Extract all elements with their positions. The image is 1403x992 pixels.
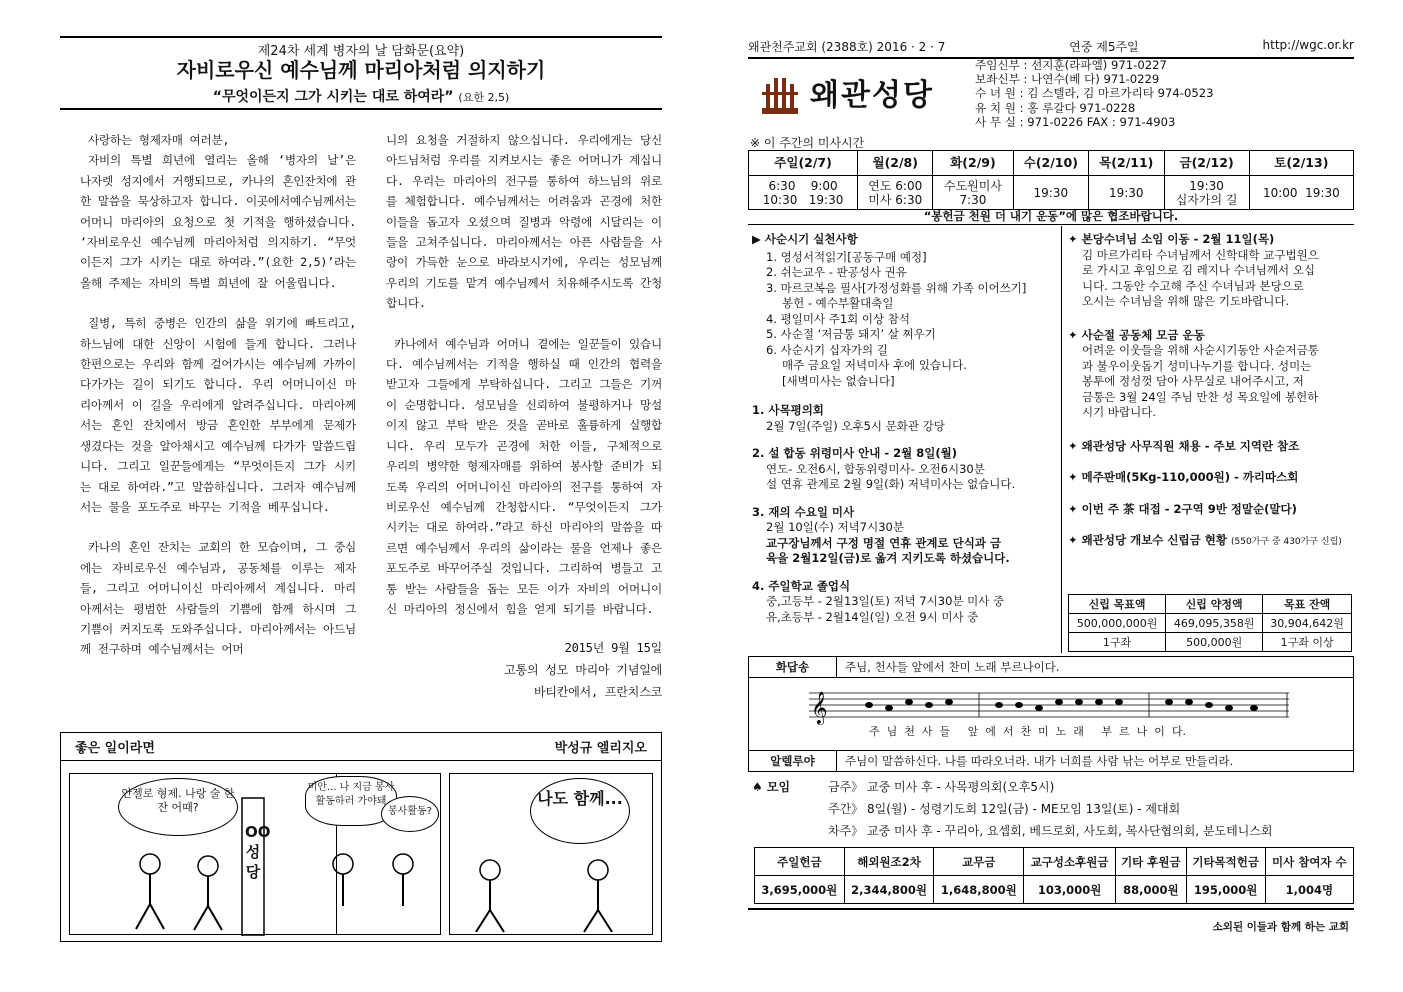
paragraph: 니의 요청을 거절하지 않으십니다. 우리에게는 당신 아드님처럼 우리를 지켜보시는 좋은 어머니가 계십니다. 우리는 마리아의 전구를 통하여 하느님의 위로를 체험합니다. 예수님께서는 어려움과 곤경에 처한 이들을 돕고자 오셨으며 질병과 악령에 시달리는 이들을 고쳐주십니다. 마리아께서는 아픈 사람들을 사랑이 가득한 눈으로 바라보시기에, 우리는 성모님께 우리의 기도를 맡겨 예수님께서 치유해주시도록 간청합니다.	[386, 133, 662, 311]
notice-body: 육을 2월12일(금)로 옮겨 지키도록 하셨습니다.	[766, 551, 1010, 565]
collection-value: 2,344,800원	[844, 876, 934, 904]
svg-text:𝄞: 𝄞	[811, 691, 828, 724]
collection-table	[754, 847, 1354, 904]
mass-time-cell: 19:30 십자가의 길	[1164, 176, 1249, 210]
collection-value: 195,000원	[1186, 876, 1265, 904]
comic-panel-1	[69, 773, 337, 935]
psalm-label: 화답송	[749, 657, 837, 677]
fund-header: 목표 잔액	[1263, 595, 1352, 614]
paragraph: 사랑하는 형제자매 여러분,	[88, 133, 230, 147]
notice-body: 중,고등부 - 2월13일(토) 저녁 7시30분 미사 중	[766, 594, 1005, 608]
fund-cell: 1구좌	[1069, 633, 1166, 652]
paragraph: 질병, 특히 중병은 인간의 삶을 위기에 빠트리고, 하느님에 대한 신앙이 시험에 들게 합니다. 그러나 한편으로는 우리와 함께 걸어가시는 예수님께 가까이 다가가는 길이 되기도 합니다. 우리 어머니이신 마리아께서 이 길을 우리에게 알려주십니다. 마리아께서는 혼인 잔치에서 방금 혼인한 부부에게 문제가 생겼다는 것을 알아채시고 예수님께 다가가 말씀드립니다. 그리고 일꾼들에게는 “무엇이든지 그가 시키는 대로 하여라.”고 말씀하십니다. 그러자 예수님께서는 물을 포도주로 바꾸는 기적을 베푸십니다.	[80, 316, 356, 514]
divider	[748, 224, 1354, 225]
contact-line: 사 무 실 : 971-0226 FAX : 971-4903	[975, 114, 1176, 129]
collection-value: 1,648,800원	[934, 876, 1024, 904]
day-header: 화(2/9)	[933, 151, 1013, 176]
notice-body: 어려운 이웃들을 위해 사순시기동안 사순저금통	[1082, 343, 1319, 357]
psalm-lyrics: 주 님 천 사 들 앞 에 서 찬 미 노 래 부 르 나 이 다.	[869, 725, 1187, 738]
fund-cell: 469,095,358원	[1166, 614, 1263, 633]
day-header: 목(2/11)	[1089, 151, 1164, 176]
day-header: 주일(2/7)	[749, 151, 858, 176]
comic-header	[61, 733, 661, 761]
notice-column-left	[752, 232, 1057, 625]
collection-value: 88,000원	[1116, 876, 1187, 904]
fund-subtitle: (550가구 중 430가구 신립)	[1230, 537, 1342, 547]
quote-ref: (요한 2,5)	[458, 91, 510, 104]
comic-drawing	[70, 774, 338, 936]
lent-item: 4. 평일미사 주1회 이상 참석	[766, 311, 910, 326]
notice-title: ✦ 메주판매(5Kg-110,000원) - 까리따스회	[1068, 470, 1299, 484]
offering-appeal: “봉헌금 천원 더 내기 운동”에 많은 협조바랍니다.	[923, 209, 1179, 223]
paragraph: 카나에서 예수님과 어머니 곁에는 일꾼들이 있습니다. 예수님께서는 기적을 행하실 때 인간의 협력을 받고자 그들에게 부탁하십니다. 그리고 그들은 기꺼이 순명합니다. 성모님을 신뢰하여 불평하거나 망설이지 않고 부탁 받은 것을 곧바로 훌륭하게 실행합니다. 우리 모두가 곤경에 처한 이들, 구체적으로 우리의 병약한 형제자매를 위하여 봉사할 준비가 되도록 우리의 어머니이신 마리아의 전구를 통하여 자비로우신 예수님께 간청합시다. “무엇이든지 그가 시키는 대로 하여라.”라고 하신 마리아의 말씀을 따르면 예수님께서 우리의 삶이라는 물을 언제나 좋은 포도주로 바꾸어주실 것입니다. 그리하여 병들고 고통 받는 사람들을 돕는 모든 이가 자비의 어머니이신 마리아의 정신에서 힘을 얻게 되기를 바랍니다.	[386, 336, 662, 616]
notice-title: ✦ 왜관성당 사무직원 채용 - 주보 지역란 참조	[1068, 438, 1300, 453]
collection-header: 기타목적헌금	[1186, 848, 1265, 876]
message-title: 자비로우신 예수님께 마리아처럼 의지하기	[176, 58, 546, 82]
mass-time-cell: 연도 6:00 미사 6:30	[858, 176, 933, 210]
notice-title	[1068, 533, 1354, 551]
sign-line-1: 고통의 성모 마리아 기념일에	[504, 663, 662, 678]
signature-block	[386, 637, 662, 703]
speech-bubble: 봉사활동?	[381, 796, 439, 832]
collection-header: 주일헌금	[755, 848, 845, 876]
notice-title: ✦ 이번 주 茶 대접 - 2구역 9반 정말순(말다)	[1068, 501, 1297, 516]
fund-header: 신립 약정액	[1166, 595, 1263, 614]
lent-item: 2. 쉬는교우 - 판공성사 권유	[766, 265, 907, 279]
notice-body: 교구장님께서 구정 명절 연휴 관계로 단식과 금	[766, 535, 1002, 550]
website-link[interactable]: http://wgc.or.kr	[1262, 38, 1354, 52]
meeting-row: 금주》 교중 미사 후 - 사목평의회(오후5시)	[828, 780, 1055, 794]
notice-title: 4. 주일학교 졸업식	[752, 578, 851, 593]
notice-body: 과 불우이웃돕기 성미나누기를 합니다. 성미는	[1082, 358, 1312, 373]
lent-item: 봉헌 - 예수부활대축일	[782, 296, 894, 310]
mass-time-cell: 10:00 19:30	[1249, 176, 1353, 210]
fund-cell: 30,904,642원	[1263, 614, 1352, 633]
church-sign: OO성당	[245, 823, 271, 881]
comic-strip	[60, 732, 662, 942]
notice-title: 3. 재의 수요일 미사	[752, 504, 855, 519]
day-header: 금(2/12)	[1164, 151, 1249, 176]
meetings-title: ♠ 모임	[752, 780, 791, 794]
collection-header: 교구성소후원금	[1024, 848, 1116, 876]
mass-time-cell: 6:30 9:00 10:30 19:30	[749, 176, 858, 210]
notice-body: 봉투에 정성껏 담아 사무실로 내어주시고, 저	[1082, 374, 1304, 388]
notice-body: 니다. 그동안 수고해 주신 수녀님과 본당으로	[1082, 278, 1304, 293]
mass-times-caption: ※ 이 주간의 미사시간	[750, 136, 865, 150]
day-header: 수(2/10)	[1013, 151, 1088, 176]
fund-title: ✦ 왜관성당 개보수 신립금 현황	[1068, 533, 1227, 547]
footer-motto: 소외된 이들과 함께 하는 교회	[1212, 921, 1349, 933]
fund-cell: 500,000원	[1166, 633, 1263, 652]
lent-item: 5. 사순절 ‘저금통 돼지’ 살 찌우기	[766, 327, 936, 341]
fund-cell: 1구좌 이상	[1263, 633, 1352, 652]
speech-bubble: 안젤로 형제. 나랑 술 한잔 어때?	[118, 778, 238, 836]
paragraph: 카나의 혼인 잔치는 교회의 한 모습이며, 그 중심에는 자비로우신 예수님과, 공동체를 이루는 제자들, 그리고 어머니이신 마리아께서 계십니다. 마리아께서는 평범한 사람들의 기쁨에 함께 하시며 그 기쁨이 커지도록 도와주십니다. 마리아께서는 아드님께 전구하며 예수님께서는 어머	[80, 540, 356, 657]
notice-body: 연도- 오전6시, 합동위령미사- 오전6시30분	[766, 461, 985, 476]
header-rule	[60, 108, 662, 110]
fund-table	[1068, 594, 1352, 652]
contact-list	[975, 58, 1214, 129]
message-column-1	[80, 130, 356, 660]
alleluia-row	[749, 750, 1353, 771]
day-header: 토(2/13)	[1249, 151, 1353, 176]
comic-drawing	[303, 774, 441, 936]
comic-panel-2	[303, 773, 441, 935]
column-divider	[1061, 226, 1062, 653]
contact-line: 주임신부 : 선지훈(라파엘) 971-0227	[975, 58, 1167, 72]
speech-bubble: 미안... 나 지금 봉사활동하러 가야돼	[305, 776, 397, 826]
comic-panel-3	[449, 773, 653, 935]
notice-body: 설 연휴 관계로 2월 9일(화) 저녁미사는 없습니다.	[766, 477, 1016, 491]
notice-body: 시기 바랍니다.	[1082, 405, 1156, 419]
collection-header: 미사 참여자 수	[1265, 848, 1353, 876]
psalm-row	[749, 657, 1353, 678]
contact-line: 유 치 원 : 홍 루갈다 971-0228	[975, 100, 1136, 115]
alleluia-label: 알렐루야	[749, 751, 837, 771]
notice-body: 금통은 3월 24일 주님 만찬 성 목요일에 봉헌하	[1082, 389, 1319, 404]
lent-item: 3. 마르코복음 필사[가정성화를 위해 가족 이어쓰기]	[766, 280, 1027, 295]
collection-header: 기타 후원금	[1116, 848, 1187, 876]
bulletin-header	[748, 38, 1354, 59]
notice-body: 2월 7일(주일) 오후5시 문화관 강당	[766, 418, 945, 433]
collection-value: 103,000원	[1024, 876, 1116, 904]
notice-body: 2월 10일(수) 저녁7시30분	[766, 520, 904, 534]
footer-rule	[748, 908, 1354, 910]
lent-item: 6. 사순시기 십자가의 길	[766, 342, 888, 357]
mass-time-cell: 수도원미사 7:30	[933, 176, 1013, 210]
comic-title: 좋은 일이라면	[75, 741, 155, 756]
fund-cell: 500,000,000원	[1069, 614, 1166, 633]
lent-title: ▶ 사순시기 실천사항	[752, 232, 858, 246]
notice-title: 2. 설 합동 위령미사 안내 - 2월 8일(월)	[752, 446, 957, 460]
comic-author: 박성규 엘리지오	[554, 741, 647, 756]
comic-drawing	[450, 774, 654, 936]
fund-header: 신립 목표액	[1069, 595, 1166, 614]
meetings	[752, 776, 1273, 842]
day-header: 월(2/8)	[858, 151, 933, 176]
message-subtitle: 제24차 세계 병자의 날 담화문(요약)	[60, 36, 662, 59]
notice-title: ✦ 본당수녀님 소임 이동 - 2월 11일(목)	[1068, 232, 1275, 246]
notice-body: 김 마르가리타 수녀님께서 신학대학 교구법원으	[1082, 247, 1319, 262]
lent-item: [새벽미사는 없습니다]	[782, 373, 895, 388]
collection-header: 교무금	[934, 848, 1024, 876]
parish-issue: 왜관천주교회 (2388호) 2016 · 2 · 7	[748, 40, 946, 54]
notice-column-right	[1068, 232, 1354, 551]
alleluia-text: 주님이 말씀하신다. 나를 따라오너라. 내가 너희를 사람 낚는 어부로 만들리라.	[845, 754, 1234, 768]
contact-line: 보좌신부 : 나연수(베 다) 971-0229	[975, 72, 1160, 87]
music-staff	[809, 685, 1289, 725]
notice-body: 오시는 수녀님을 위해 많은 기도바랍니다.	[1082, 294, 1290, 308]
message-quote	[60, 86, 662, 106]
speech-bubble: 나도 함께...	[530, 778, 630, 844]
lent-item: 1. 영성서적읽기[공동구매 예정]	[766, 249, 927, 264]
notice-title: 1. 사목평의회	[752, 403, 824, 417]
meeting-row: 차주》 교중 미사 후 - 꾸리아, 요셉회, 베드로회, 사도회, 복사단협의회, 분도테니스회	[828, 824, 1273, 838]
message-column-2	[386, 130, 662, 703]
paragraph: 자비의 특별 희년에 열리는 올해 ‘병자의 날’은 나자렛 성지에서 거행되므로, 카나의 혼인잔치에 관한 말씀을 묵상하고자 합니다. 이곳에서예수님께서는 어머니 마리아의 요청으로 첫 기적을 행하셨습니다. ‘자비로우신 예수님께 마리아처럼 의지하기. “무엇이든지 그가 시키는 대로 하여라.”(요한 2,5)’라는 올해 주제는 자비의 특별 희년에 잘 어울립니다.	[80, 153, 356, 290]
quote-text: “무엇이든지 그가 시키는 대로 하여라”	[212, 89, 454, 105]
meeting-row: 주간》 8일(월) - 성령기도회 12일(금) - ME모임 13일(토) - 제대회	[828, 802, 1181, 816]
notice-body: 로 가시고 후임으로 김 레지나 수녀님께서 오십	[1082, 263, 1316, 277]
psalm-text: 주님, 천사들 앞에서 찬미 노래 부르나이다.	[845, 660, 1060, 674]
psalm-box	[748, 656, 1354, 772]
collection-value: 1,004명	[1265, 876, 1353, 904]
mass-time-cell: 19:30	[1013, 176, 1088, 210]
collection-header: 해외원조2차	[844, 848, 934, 876]
contact-line: 수 녀 원 : 김 스텔라, 김 마르가리타 974-0523	[975, 86, 1214, 101]
notice-body: 유,초등부 - 2월14일(일) 오전 9시 미사 중	[766, 609, 979, 624]
mass-times-table	[748, 150, 1354, 210]
liturgical-week: 연중 제5주일	[1069, 40, 1139, 54]
notice-title: ✦ 사순절 공동체 모금 운동	[1068, 327, 1205, 342]
church-logo-icon	[760, 74, 800, 116]
collection-value: 3,695,000원	[755, 876, 845, 904]
sign-line-2: 바티칸에서, 프란치스코	[534, 685, 662, 700]
mass-time-cell: 19:30	[1089, 176, 1164, 210]
parish-name: 왜관성당	[810, 78, 934, 113]
sign-date: 2015년 9월 15일	[564, 641, 662, 656]
lent-item: 매주 금요일 저녁미사 후에 있습니다.	[782, 358, 967, 372]
